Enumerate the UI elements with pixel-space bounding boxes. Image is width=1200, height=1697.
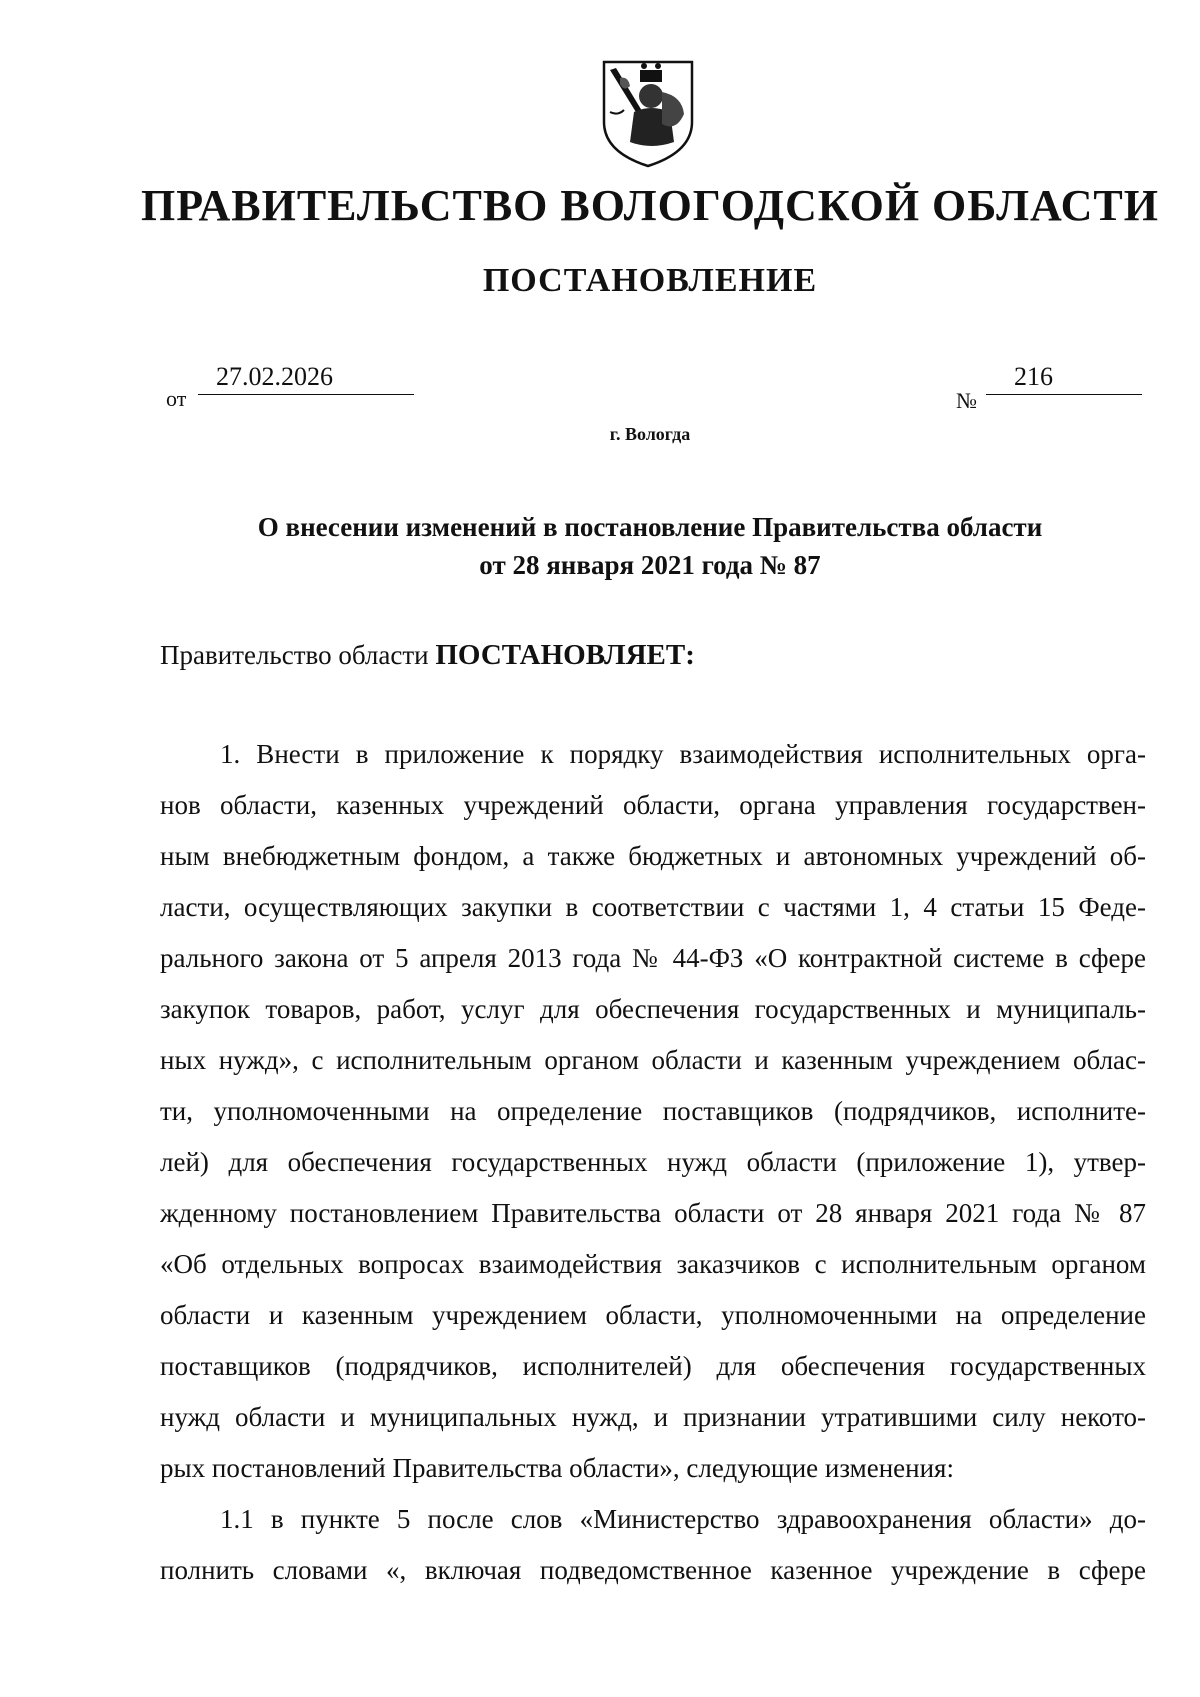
city-label: г. Вологда <box>609 424 691 444</box>
number-value: 216 <box>986 362 1142 395</box>
text-line: жденному постановлением Правительства области от 28 января 2021 года № 87 <box>160 1198 1146 1228</box>
number-label: № <box>956 388 977 413</box>
text-line: полнить словами «, включая подведомственное казенное учреждение в сфере <box>160 1555 1146 1585</box>
text-line: поставщиков (подрядчиков, исполнителей) для обеспечения государственных <box>160 1351 1146 1381</box>
document-subject <box>160 508 1140 584</box>
text-line: «Об отдельных вопросах взаимодействия заказчиков с исполнительным органом <box>160 1249 1146 1279</box>
date-value: 27.02.2026 <box>198 362 414 395</box>
text-line: ных нужд», с исполнительным органом области и казенным учреждением облас- <box>160 1045 1146 1075</box>
text-line: 1. Внести в приложение к порядку взаимодействия исполнительных орга- <box>220 739 1146 769</box>
date-label: от <box>166 386 187 411</box>
text-line: ным внебюджетным фондом, а также бюджетных и автономных учреждений об- <box>160 841 1146 871</box>
text-line: рых постановлений Правительства области», следующие изменения: <box>160 1453 954 1483</box>
text-line: 1.1 в пункте 5 после слов «Министерство здравоохранения области» до- <box>220 1504 1146 1534</box>
text-line: ти, уполномоченными на определение поставщиков (подрядчиков, исполните- <box>160 1096 1146 1126</box>
paragraph-1-1 <box>160 1494 1146 1596</box>
paragraph-1 <box>160 729 1146 1494</box>
text-line: области и казенным учреждением области, уполномоченными на определение <box>160 1300 1146 1330</box>
text-line: нов области, казенных учреждений области, органа управления государствен- <box>160 790 1146 820</box>
text-line: лей) для обеспечения государственных нужд области (приложение 1), утвер- <box>160 1147 1146 1177</box>
text-line: нужд области и муниципальных нужд, и признании утратившими силу некото- <box>160 1402 1146 1432</box>
preamble-text: Правительство области <box>160 640 429 670</box>
text-line: ласти, осуществляющих закупки в соответствии с частями 1, 4 статьи 15 Феде- <box>160 892 1146 922</box>
subject-line: от 28 января 2021 года № 87 <box>479 550 821 580</box>
preamble <box>160 639 695 672</box>
coat-of-arms-icon <box>600 52 696 170</box>
preamble-keyword: ПОСТАНОВЛЯЕТ: <box>435 639 695 671</box>
text-line: рального закона от 5 апреля 2013 года № 44-ФЗ «О контрактной системе в сфере <box>160 943 1146 973</box>
org-title: ПРАВИТЕЛЬСТВО ВОЛОГОДСКОЙ ОБЛАСТИ <box>141 181 1159 230</box>
document-type: ПОСТАНОВЛЕНИЕ <box>482 262 818 299</box>
text-line: закупок товаров, работ, услуг для обеспечения государственных и муниципаль- <box>160 994 1146 1024</box>
subject-line: О внесении изменений в постановление Правительства области <box>257 512 1043 542</box>
